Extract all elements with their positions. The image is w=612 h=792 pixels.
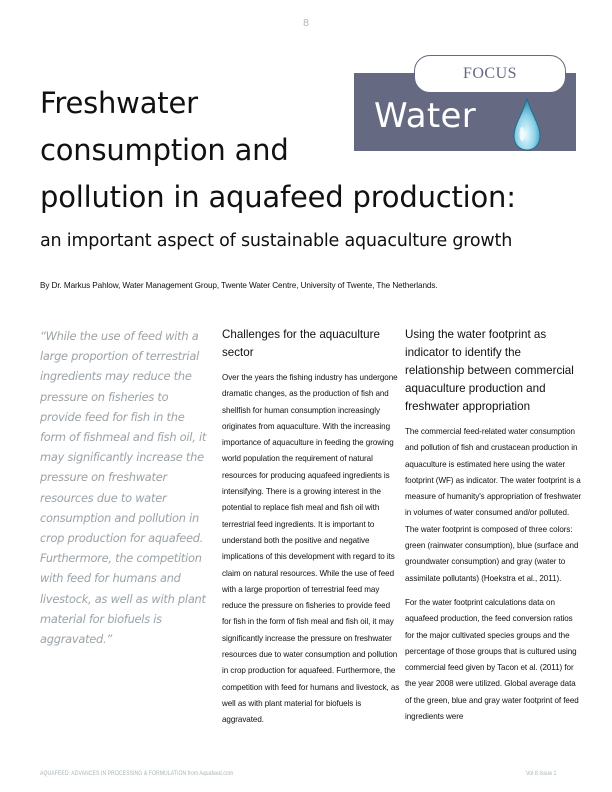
article-title [40,80,560,221]
section-heading: Challenges for the aquaculture sector [222,328,380,359]
column-water-footprint [405,326,583,725]
page-number: 8 [302,18,310,29]
title-line: consumption and [40,133,289,167]
title-line: pollution in aquafeed production: [40,180,516,214]
footer-publication [40,770,233,777]
body-paragraph: The commercial feed-related water consumption and pollution of fish and crustacean production in aquaculture is estimated here using the water footprint (WF) as indicator. The water footprint is a measure of humanity's appropriation of freshwater in volumes of water consumed and/or polluted. The water footprint is composed of three colors: green (rainwater consumption), blue (surface and groundwater consumption) and gray (water to assimilate pollutants) (Hoekstra et al., 2011). [405,427,582,583]
pull-quote: “While the use of feed with a large proportion of terrestrial ingredients may reduce the pressure on fisheries to provide feed for fish in the form of fishmeal and fish oil, it may significantly increase the pressure on freshwater resources due to water consumption and pollution in crop production for aquafeed. Furthermore, the competition with feed for humans and livestock, as well as with plant material for biofuels is aggravated.” [40,329,207,647]
body-paragraph: For the water footprint calculations data on aquafeed production, the feed conversion ratios for the major cultivated species groups and the percentage of those groups that is cultured using commercial feed given by Tacon et al. (2011) for the year 2008 were utilized. Global average data of the green, blue and gray water footprint of feed ingredients were [405,597,579,722]
article-subtitle: an important aspect of sustainable aquaculture growth [40,231,513,251]
column-challenges [222,326,400,729]
body-paragraph: Over the years the fishing industry has undergone dramatic changes, as the production of fish and shellfish for human consumption increasingly originates from aquaculture. With the increasing importance of aquaculture in feeding the growing world population the requirement of natural resources for producing aquafeed ingredients is intensifying. There is a growing interest in the potential to replace fish meal and fish oil with terrestrial feed ingredients. It is important to understand both the positive and negative implications of this development with regard to its claim on natural resources. While the use of feed with a large proportion of terrestrial feed may reduce the pressure on fisheries to provide feed for fish in the form of fish meal and fish oil, it may significantly increase the pressure on freshwater resources due to water consumption and pollution in crop production for aquafeed. Furthermore, the competition with feed for humans and livestock, as well as with plant material for biofuels is aggravated. [222,373,400,725]
byline: By Dr. Markus Pahlow, Water Management Group, Twente Water Centre, University of Twente, The Netherlands. [40,281,438,290]
focus-label: FOCUS [462,65,518,82]
publication-name: AQUAFEED: ADVANCES IN PROCESSING & FORMULATION [40,770,187,777]
publication-website: from Aquafeed.com [187,770,234,777]
title-line: Freshwater [40,86,198,120]
section-heading: Using the water footprint as indicator to identify the relationship between commercial aquaculture production and freshwater appropriation [405,328,574,413]
focus-topic: Water [374,96,477,136]
footer-issue: Vol 8 Issue 1 [526,770,557,777]
